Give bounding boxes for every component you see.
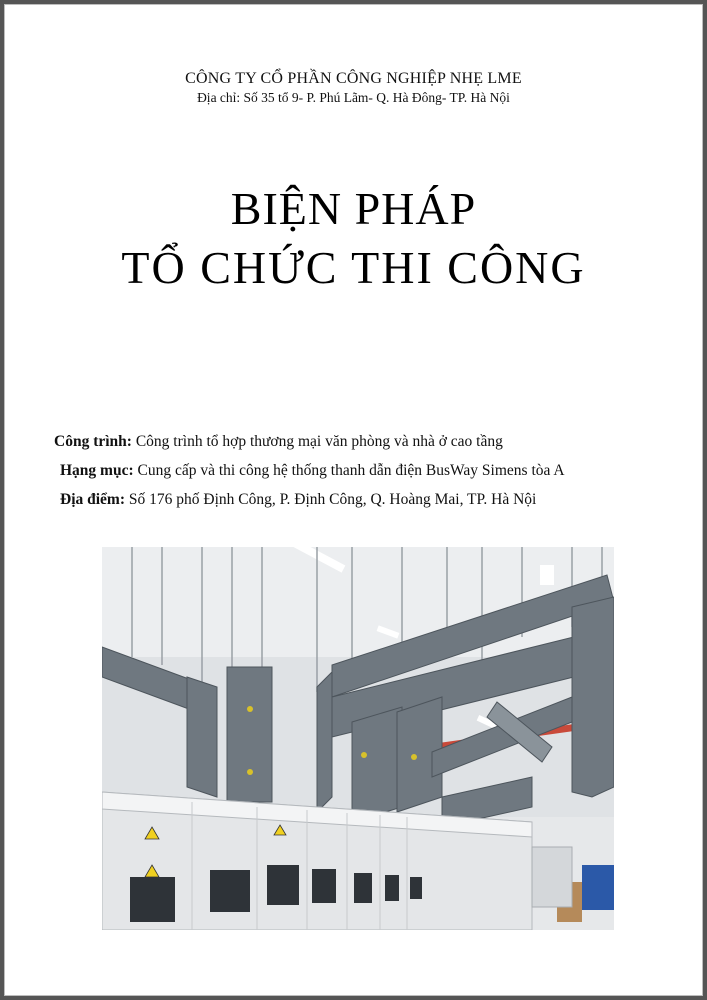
location-row xyxy=(60,491,536,509)
location-value: Số 176 phố Định Công, P. Định Công, Q. Hoàng Mai, TP. Hà Nội xyxy=(128,491,537,508)
company-name: CÔNG TY CỔ PHẦN CÔNG NGHIỆP NHẸ LME xyxy=(185,70,522,87)
project-label: Công trình xyxy=(54,433,127,450)
item-label: Hạng mục xyxy=(60,462,129,479)
location-colon: : xyxy=(119,491,126,508)
title-line-2: TỔ CHỨC THI CÔNG xyxy=(121,242,586,293)
project-colon: : xyxy=(126,433,132,450)
item-value: Cung cấp và thi công hệ thống thanh dẫn điện BusWay Simens tòa A xyxy=(137,462,565,479)
project-value: Công trình tổ hợp thương mại văn phòng và nhà ở cao tầng xyxy=(135,433,503,450)
title-line-1: BIỆN PHÁP xyxy=(230,183,477,234)
item-colon: : xyxy=(128,462,134,479)
busway-installation-photo xyxy=(102,547,614,930)
company-address: Địa chỉ: Số 35 tổ 9- P. Phú Lãm- Q. Hà Đông- TP. Hà Nội xyxy=(197,90,510,105)
item-row xyxy=(60,462,565,480)
project-row xyxy=(54,433,503,451)
location-label: Địa điểm xyxy=(60,491,120,508)
